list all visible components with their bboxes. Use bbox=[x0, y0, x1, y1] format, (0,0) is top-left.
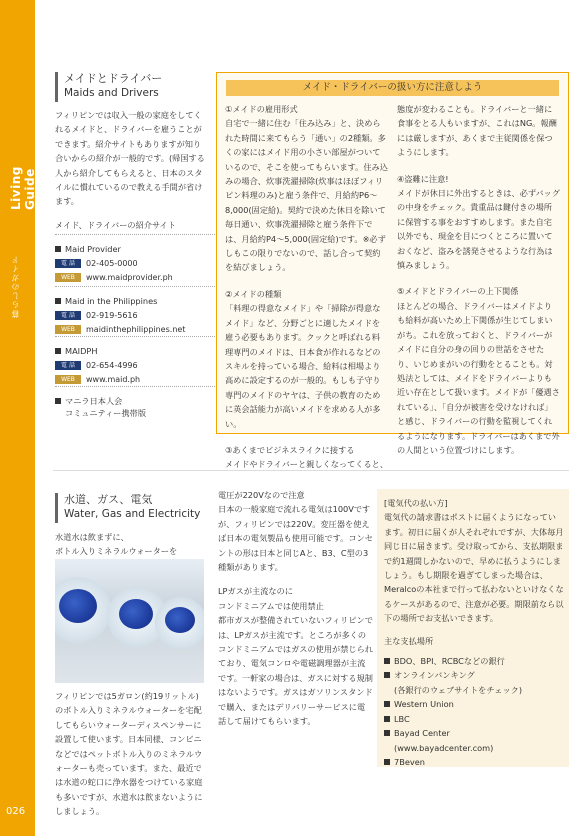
tip-body: 「料理の得意なメイド」や「掃除が得意なメイド」など、分野ごとに適したメイドを雇う必要もあります。クックと呼ばれる料理専門のメイドは、日本食が作れるなどのスキルを持っている場合、給料は相場より高めに設定するのが一般的。もしも子守り専門のメイドのヤヤは、子供の教育のために英会話能力が高いメイドを求める人が多い。 bbox=[225, 303, 381, 429]
maid-tips-column-1 bbox=[225, 102, 388, 472]
site-phone: 02-919-5616 bbox=[86, 311, 138, 320]
tip-heading: ④盗難に注意! bbox=[397, 173, 449, 184]
phone-tag: 電 話 bbox=[55, 311, 81, 320]
maids-drivers-title-jp: メイドとドライバー bbox=[64, 72, 163, 85]
photo-caption bbox=[55, 530, 205, 559]
manila-note-line2: コミュニティー携帯版 bbox=[65, 408, 147, 418]
bullet-square-icon bbox=[55, 246, 61, 252]
sites-title: メイド、ドライバーの紹介サイト bbox=[55, 220, 176, 230]
tip-heading: ②メイドの種類 bbox=[225, 288, 282, 299]
page-number: 026 bbox=[6, 806, 26, 817]
site-phone: 02-405-0000 bbox=[86, 259, 138, 268]
bullet-square-icon bbox=[384, 759, 390, 765]
manila-note bbox=[55, 386, 215, 419]
site-url-link[interactable]: www.maidprovider.ph bbox=[86, 273, 173, 282]
bullet-square-icon bbox=[384, 716, 390, 722]
site-name: MAIDPH bbox=[65, 346, 98, 356]
payment-box-heading: [電気代の払い方] bbox=[384, 498, 448, 508]
utilities-title-en: Water, Gas and Electricity bbox=[64, 508, 201, 520]
photo-caption-line1: 水道水は飲まずに、 bbox=[55, 532, 129, 542]
water-bottles-photo bbox=[55, 559, 204, 683]
bullet-square-icon bbox=[55, 398, 61, 404]
web-tag: WEB bbox=[55, 375, 81, 384]
bullet-square-icon bbox=[55, 298, 61, 304]
tip-body: メイドやドライバーと親しくなってくると、 bbox=[225, 459, 389, 470]
section-divider bbox=[53, 470, 569, 471]
maids-drivers-intro: フィリピンでは収入一般の家庭をしてくれるメイドと、ドライバーを雇うことができます。紹介サイトもありますが知り合いからの紹介が一般的です。(帰国する人から紹介してもらえると、日本のスタイルに慣れているので教える手間が省けます。 bbox=[55, 110, 205, 207]
bullet-square-icon bbox=[384, 672, 390, 678]
bullet-square-icon bbox=[55, 348, 61, 354]
payment-places-title: 主な支払場所 bbox=[384, 635, 434, 646]
web-tag: WEB bbox=[55, 325, 81, 334]
manila-note-line1: マニラ日本人会 bbox=[65, 396, 123, 406]
phone-tag: 電 話 bbox=[55, 361, 81, 370]
bullet-square-icon bbox=[384, 658, 390, 664]
site-name: Maid in the Philippines bbox=[65, 296, 158, 306]
tip-body: 自宅で一緒に住む「住み込み」と、決められた時間に来てもらう「通い」の2種類。多くの家にはメイド用の小さい部屋がついているので、そこを使ってもらいます。住み込みの場合、炊事洗濯掃除(炊事はほぼフィリピン料理のみ)と雇う条件で、月給約P6〜8,000(固定給)。契約で決めた休日を除いて毎日通い、炊事洗濯掃除と雇う条件下では、月給約P4〜5,000(固定給)です。※必ずしもこの限りでないので、話し合って契約を結びましょう。 bbox=[225, 118, 388, 273]
electricity-gas-column bbox=[218, 488, 373, 729]
site-maid-in-philippines bbox=[55, 286, 215, 335]
list-item: LBC bbox=[384, 712, 564, 726]
site-maidph bbox=[55, 336, 215, 385]
phone-tag: 電 話 bbox=[55, 259, 81, 268]
bullet-square-icon bbox=[384, 701, 390, 707]
voltage-heading: 電圧が220Vなので注意 bbox=[218, 490, 305, 500]
lpgas-heading: LPガスが主流なのに bbox=[218, 586, 293, 597]
tip-heading: ⑤メイドとドライバーの上下関係 bbox=[397, 286, 519, 297]
condo-heading: コンドミニアムでは使用禁止 bbox=[218, 600, 324, 611]
payment-box-body: 電気代の請求書はポストに届くようになっています。初日に届くが人それぞれですが、大体毎月同じ日に届きます。受け取ってから、支払期限まで約1週間しかないので、早めに払うようにしましょう。もし期限を過ぎてしまった場合は、Meralcoの本社まで行って払わないといけなくなるケースがあるので、注意が必要。期限前なら以下の場所でお支払いできます。 bbox=[384, 512, 564, 624]
voltage-body: 日本の一般家庭で流れる電気は100Vですが、フィリピンでは220V。変圧器を使えば日本の電気製品も使用可能です。コンセントの形は日本と同じAと、B3、C型の3種類があります。 bbox=[218, 504, 373, 573]
maids-drivers-heading bbox=[55, 72, 162, 102]
site-maid-provider bbox=[55, 234, 215, 283]
list-item: 7Beven bbox=[384, 755, 564, 769]
list-item: オンラインバンキング bbox=[384, 668, 564, 682]
site-name: Maid Provider bbox=[65, 244, 121, 254]
living-guide-label: Living Guide bbox=[9, 166, 37, 210]
list-item: Bayad Center bbox=[384, 726, 564, 740]
bullet-square-icon bbox=[384, 730, 390, 736]
site-url-link[interactable]: maidinthephilippines.net bbox=[86, 325, 186, 334]
maids-drivers-title-en: Maids and Drivers bbox=[64, 87, 159, 99]
web-tag: WEB bbox=[55, 273, 81, 282]
site-phone: 02-654-4996 bbox=[86, 361, 138, 370]
photo-caption-line2: ボトル入りミネラルウォーターを bbox=[55, 546, 178, 557]
water-body-text: フィリピンでは5ガロン(約19リットル)のボトル入りミネラルウォーターを宅配してもらいウォーターディスペンサーに設置して使います。日本同様、コンビニなどではペットボトル入りのミネラルウォーターも売っています。また、最近では水道の蛇口に浄水器をつけている家庭も多いですが、水道水は飲まないようにしましょう。 bbox=[55, 691, 203, 817]
tip-heading: ①メイドの雇用形式 bbox=[225, 104, 298, 114]
maid-tips-box-title: メイド・ドライバーの扱い方に注意しよう bbox=[226, 80, 559, 96]
list-item: Western Union bbox=[384, 697, 564, 711]
gas-body: 都市ガスが整備されていないフィリピンでは、LPガスが主流です。ところが多くのコンドミニアムではガスの使用が禁じられており、電気コンロや電磁調理器が主流です。一軒家の場合は、ガスに対する規制はないようです。ガスはガソリンスタンドで購入、またはデリバリーサービスに電話して届けてもらいます。 bbox=[218, 615, 373, 727]
payment-places-list bbox=[384, 654, 564, 769]
bottle-cap-icon bbox=[165, 607, 195, 633]
bottle-cap-icon bbox=[119, 599, 153, 629]
bottle-cap-icon bbox=[59, 589, 97, 623]
site-url-link[interactable]: www.maid.ph bbox=[86, 375, 141, 384]
tip-body: メイドが休日に外出するときは、必ずバッグの中身をチェック。貴重品は鍵付きの場所に保管する事をおすすめします。また自宅以外でも、現金を目につくところに置いておくなど、盗みを誘発させるような行為は慎みましょう。 bbox=[397, 188, 560, 271]
maid-tips-column-2 bbox=[397, 102, 560, 457]
tip-body: ほとんどの場合、ドライバーはメイドよりも給料が高いため上下関係が生じてしまいがち。これを放っておくと、ドライバーがメイドに自分の身の回りの世話をさせたり、いじめまがいの行動をとることも。対処法としては、メイドをドライバーよりも近い存在として扱います。メイドが「優遇されている」、「自分が被害を受けなければ」と感じ、ドライバーの行動を監視してくれるようになります。ドライバーはあくまで外の人間という位置づけにします。 bbox=[397, 300, 560, 455]
list-item: BDO、BPI、RCBCなどの銀行 bbox=[384, 654, 564, 668]
side-band bbox=[0, 0, 35, 836]
living-guide-jp-label: 暮らしのガイド bbox=[11, 255, 20, 318]
list-item: (www.bayadcenter.com) bbox=[394, 742, 494, 753]
tip-heading: ③あくまでビジネスライクに接する bbox=[225, 444, 355, 455]
payment-box-content bbox=[384, 496, 564, 769]
tip-body: 態度が変わることも。ドライバーと一緒に食事をとる人もいますが、これはNG。報酬には厳しますが、あくまで主従関係を保つようにします。 bbox=[397, 104, 557, 158]
list-item: (各銀行のウェブサイトをチェック) bbox=[394, 684, 523, 695]
utilities-title-jp: 水道、ガス、電気 bbox=[64, 493, 153, 506]
utilities-heading bbox=[55, 493, 200, 523]
